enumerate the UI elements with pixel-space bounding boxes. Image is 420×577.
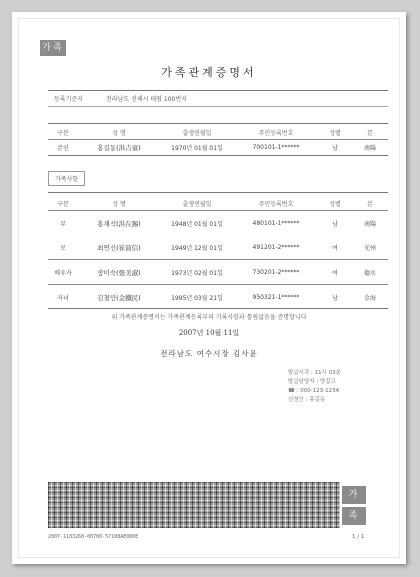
registration-base-label: 등록기준지 <box>54 95 83 103</box>
self-gender: 남 <box>318 140 352 155</box>
self-header-row <box>48 125 388 140</box>
family-kind: 배우자 <box>48 260 78 285</box>
header-cell: 성별 <box>329 200 341 208</box>
header-cell: 성별 <box>329 129 341 137</box>
family-header-row <box>48 196 388 211</box>
family-gender: 남 <box>318 285 352 310</box>
family-birth: 1948년 01월 01일 <box>160 211 234 236</box>
family-birth: 1973년 02월 01일 <box>160 260 234 285</box>
self-row <box>48 140 388 155</box>
certification-notice: 위 가족관계증명서는 가족관계등록부의 기록사항과 틀림없음을 증명합니다 <box>111 314 307 321</box>
family-rrn: 480101-1****** <box>234 211 318 236</box>
header-cell: 본 <box>367 129 373 137</box>
self-table-top-line <box>48 123 388 124</box>
issue-date: 2007년 10월 11일 <box>178 329 240 337</box>
issue-info-block <box>288 369 341 405</box>
self-table-bottom-line <box>48 155 388 156</box>
family-name: 김철민(金鐵民) <box>78 285 160 310</box>
self-table <box>48 125 388 154</box>
document-title: 가족관계증명서 <box>161 66 257 79</box>
header-cell: 본 <box>367 200 373 208</box>
seal-logo-bottom-right-2: 족 <box>342 507 366 525</box>
family-table <box>48 196 388 309</box>
family-birth: 1949년 12월 01일 <box>171 244 223 252</box>
issue-info-phone: ☎ : 000-123-1234 <box>288 388 340 394</box>
self-kind: 본인 <box>48 140 78 155</box>
issue-info-officer: 발급담당자 : 양길고 <box>288 379 336 385</box>
seal-logo-top-left: 가족 <box>40 40 66 56</box>
issuer-name: 전라남도 여수시장 김사윤 <box>160 349 258 358</box>
self-birth: 1970년 01월 01일 <box>160 140 234 155</box>
header-cell: 출생연월일 <box>182 129 212 137</box>
family-kind: 모 <box>60 244 66 252</box>
family-origin: 金海 <box>352 285 388 310</box>
header-cell: 구분 <box>57 129 69 137</box>
family-gender: 남 <box>318 211 352 236</box>
page-number: 1 / 1 <box>352 534 365 540</box>
family-rrn: 950321-1****** <box>234 285 318 310</box>
family-table-top-line <box>48 192 388 193</box>
family-origin: 德水 <box>352 260 388 285</box>
family-row <box>48 235 388 260</box>
issue-info-time: 발급시각 : 11시 03분 <box>288 370 341 376</box>
self-origin: 南陽 <box>352 140 388 155</box>
family-row <box>48 260 388 285</box>
certificate-paper <box>12 12 406 564</box>
family-origin: 南陽 <box>352 211 388 236</box>
family-name: 최연신(崔演信) <box>97 243 141 252</box>
family-origin: 光州 <box>363 244 376 252</box>
header-cell: 주민등록번호 <box>258 129 294 137</box>
registration-base-row <box>48 92 388 104</box>
family-kind: 부 <box>48 211 78 236</box>
document-code: 2007-1103260-00700-57108AE000E <box>48 534 139 540</box>
base-top-line <box>48 90 388 91</box>
base-bottom-line <box>48 106 388 107</box>
issue-info-applicant: 신청인 : 홍길동 <box>288 397 326 403</box>
family-birth: 1995년 03월 21일 <box>160 285 234 310</box>
family-gender: 여 <box>332 244 338 252</box>
family-name: 홍재석(洪在錫) <box>78 211 160 236</box>
header-cell: 출생연월일 <box>182 200 212 208</box>
header-cell: 주민등록번호 <box>258 200 294 208</box>
self-name: 홍길동(洪吉童) <box>78 140 160 155</box>
family-rrn: 730201-2****** <box>234 260 318 285</box>
security-barcode <box>48 482 340 528</box>
family-row <box>48 211 388 236</box>
family-name: 장미숙(張美淑) <box>78 260 160 285</box>
self-rrn: 700101-1****** <box>234 140 318 155</box>
registration-base-value: 전라남도 진해시 태평 100번지 <box>106 95 187 103</box>
seal-logo-bottom-right: 가 <box>342 486 366 504</box>
family-gender: 여 <box>318 260 352 285</box>
family-table-bottom-line <box>48 308 388 309</box>
family-section-tag: 가족사항 <box>48 171 85 186</box>
family-kind: 자녀 <box>48 285 78 310</box>
header-cell: 성 명 <box>112 129 126 137</box>
family-row <box>48 285 388 310</box>
family-rrn: 491201-2****** <box>252 243 300 251</box>
header-cell: 구분 <box>57 200 69 208</box>
header-cell: 성 명 <box>112 200 126 208</box>
